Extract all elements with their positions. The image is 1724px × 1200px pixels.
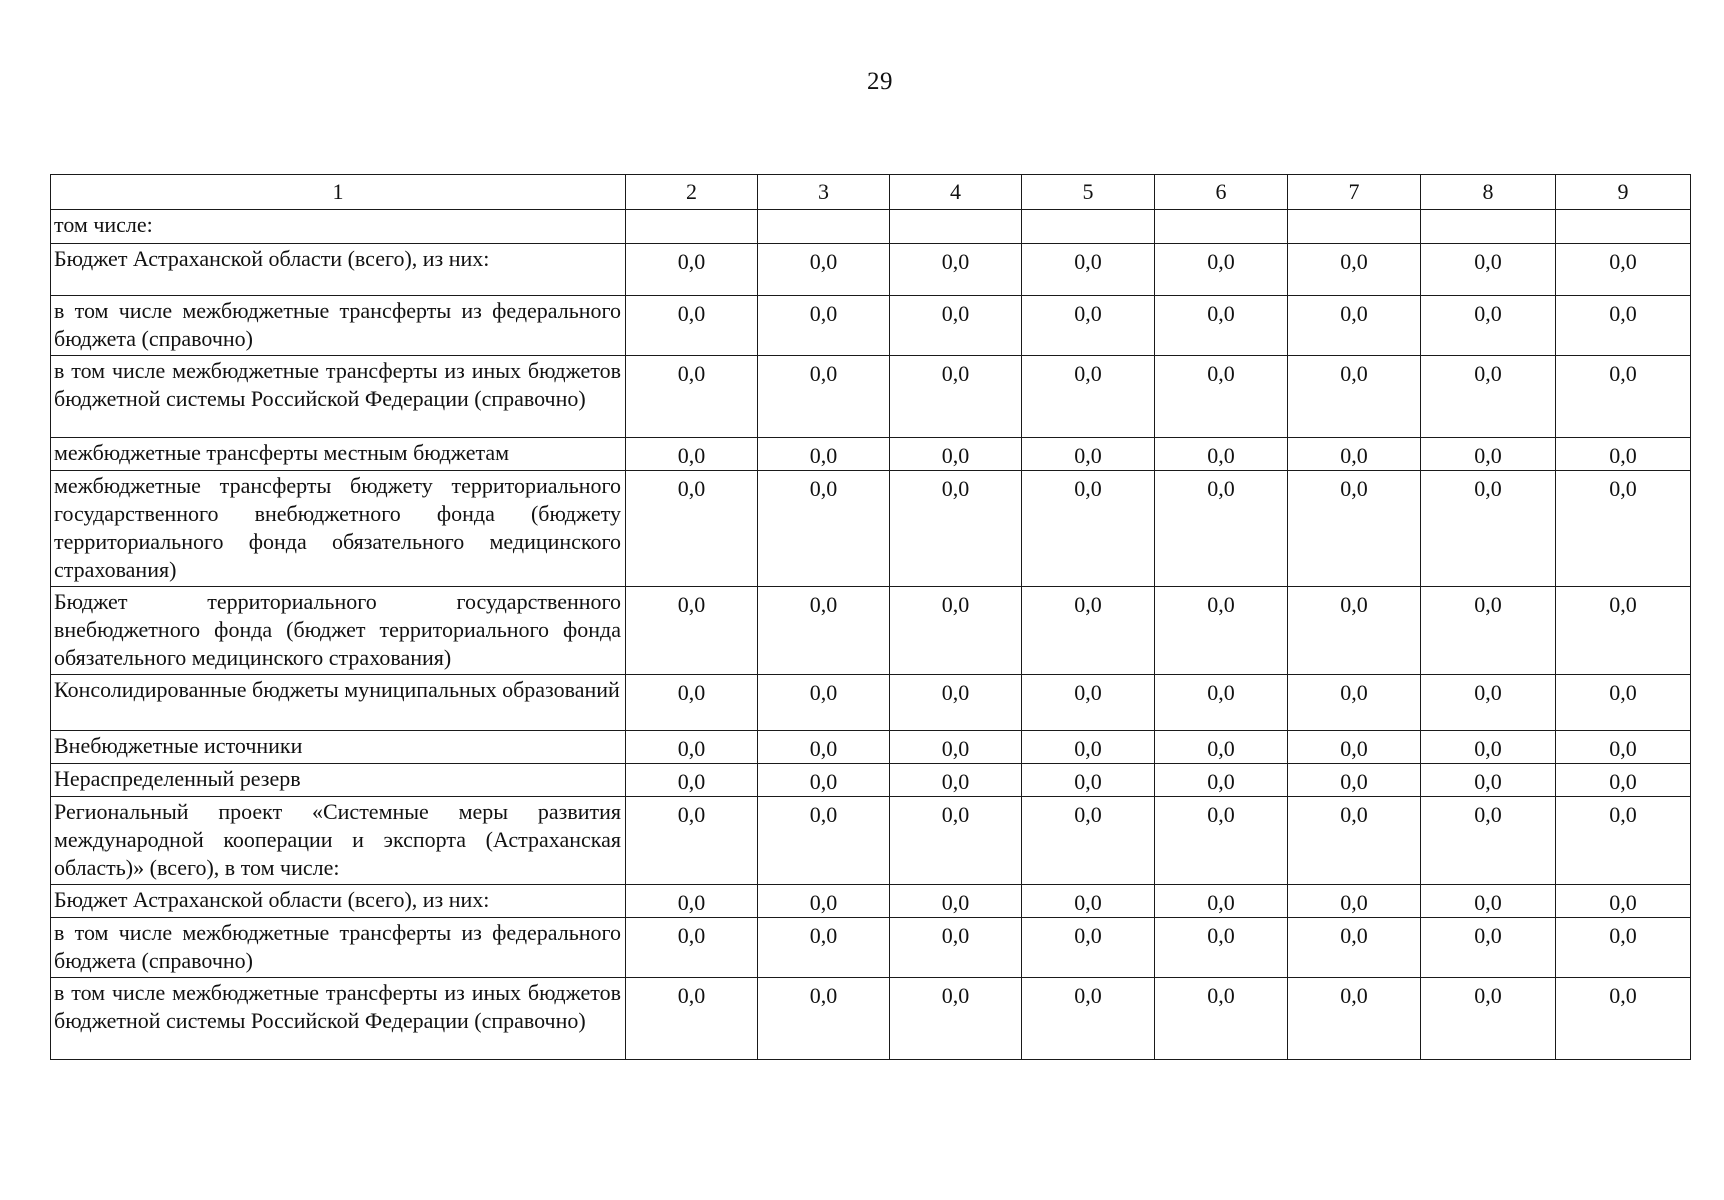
value-cell: 0,0 bbox=[1288, 797, 1421, 885]
table-row bbox=[51, 356, 1691, 438]
value-cell: 0,0 bbox=[890, 918, 1022, 978]
value-cell: 0,0 bbox=[626, 797, 758, 885]
row-label-cell: Региональный проект «Системные меры развития международной кооперации и экспорта (Астраханская область)» (всего), в том числе: bbox=[51, 797, 626, 885]
value-cell: 0,0 bbox=[1022, 885, 1155, 918]
value-cell: 0,0 bbox=[626, 356, 758, 438]
value-cell: 0,0 bbox=[1288, 471, 1421, 587]
value-cell: 0,0 bbox=[1022, 471, 1155, 587]
value-cell: 0,0 bbox=[1556, 356, 1691, 438]
table-header-row bbox=[51, 175, 1691, 210]
value-cell: 0,0 bbox=[890, 764, 1022, 797]
value-cell: 0,0 bbox=[1556, 587, 1691, 675]
value-cell: 0,0 bbox=[890, 675, 1022, 731]
value-cell: 0,0 bbox=[1022, 244, 1155, 296]
value-cell: 0,0 bbox=[758, 471, 890, 587]
value-cell: 0,0 bbox=[1155, 244, 1288, 296]
value-cell: 0,0 bbox=[1421, 731, 1556, 764]
value-cell: 0,0 bbox=[1155, 356, 1288, 438]
value-cell: 0,0 bbox=[1022, 675, 1155, 731]
row-label-cell: в том числе межбюджетные трансферты из федерального бюджета (справочно) bbox=[51, 296, 626, 356]
value-cell: 0,0 bbox=[1556, 244, 1691, 296]
row-label-cell: межбюджетные трансферты бюджету территориального государственного внебюджетного фонда (бюджету территориального фонда обязательного медицинского страхования) bbox=[51, 471, 626, 587]
row-label-cell: том числе: bbox=[51, 210, 626, 244]
value-cell: 0,0 bbox=[1421, 471, 1556, 587]
table-row bbox=[51, 296, 1691, 356]
value-cell: 0,0 bbox=[890, 244, 1022, 296]
value-cell: 0,0 bbox=[1556, 797, 1691, 885]
header-cell: 2 bbox=[626, 175, 758, 210]
value-cell: 0,0 bbox=[1556, 918, 1691, 978]
value-cell: 0,0 bbox=[1421, 587, 1556, 675]
value-cell: 0,0 bbox=[758, 296, 890, 356]
value-cell: 0,0 bbox=[1155, 675, 1288, 731]
table-row bbox=[51, 471, 1691, 587]
table-row bbox=[51, 244, 1691, 296]
value-cell: 0,0 bbox=[1022, 918, 1155, 978]
header-cell: 7 bbox=[1288, 175, 1421, 210]
value-cell: 0,0 bbox=[758, 675, 890, 731]
header-cell: 3 bbox=[758, 175, 890, 210]
value-cell: 0,0 bbox=[1022, 438, 1155, 471]
value-cell: 0,0 bbox=[1421, 764, 1556, 797]
value-cell: 0,0 bbox=[1022, 797, 1155, 885]
value-cell: 0,0 bbox=[626, 978, 758, 1060]
table-row bbox=[51, 587, 1691, 675]
value-cell: 0,0 bbox=[1155, 587, 1288, 675]
value-cell: 0,0 bbox=[1022, 356, 1155, 438]
value-cell: 0,0 bbox=[1421, 296, 1556, 356]
value-cell: 0,0 bbox=[890, 471, 1022, 587]
value-cell: 0,0 bbox=[626, 471, 758, 587]
value-cell: 0,0 bbox=[626, 731, 758, 764]
value-cell: 0,0 bbox=[626, 438, 758, 471]
value-cell: 0,0 bbox=[1155, 764, 1288, 797]
value-cell: 0,0 bbox=[1421, 356, 1556, 438]
value-cell: 0,0 bbox=[1421, 797, 1556, 885]
value-cell: 0,0 bbox=[1022, 296, 1155, 356]
value-cell: 0,0 bbox=[890, 731, 1022, 764]
header-cell: 4 bbox=[890, 175, 1022, 210]
header-cell: 1 bbox=[51, 175, 626, 210]
value-cell: 0,0 bbox=[890, 438, 1022, 471]
value-cell bbox=[890, 210, 1022, 244]
value-cell: 0,0 bbox=[1556, 471, 1691, 587]
budget-table bbox=[50, 174, 1691, 1060]
row-label-cell: в том числе межбюджетные трансферты из федерального бюджета (справочно) bbox=[51, 918, 626, 978]
value-cell: 0,0 bbox=[1288, 918, 1421, 978]
value-cell: 0,0 bbox=[626, 296, 758, 356]
row-label-cell: Нераспределенный резерв bbox=[51, 764, 626, 797]
value-cell: 0,0 bbox=[1155, 797, 1288, 885]
value-cell: 0,0 bbox=[1288, 296, 1421, 356]
table-body bbox=[51, 210, 1691, 1060]
table-row bbox=[51, 210, 1691, 244]
row-label-cell: межбюджетные трансферты местным бюджетам bbox=[51, 438, 626, 471]
header-cell: 6 bbox=[1155, 175, 1288, 210]
value-cell: 0,0 bbox=[1022, 587, 1155, 675]
header-cell: 9 bbox=[1556, 175, 1691, 210]
value-cell: 0,0 bbox=[890, 356, 1022, 438]
row-label-cell: в том числе межбюджетные трансферты из иных бюджетов бюджетной системы Российской Федерации (справочно) bbox=[51, 356, 626, 438]
value-cell: 0,0 bbox=[626, 764, 758, 797]
value-cell: 0,0 bbox=[758, 731, 890, 764]
header-cell: 8 bbox=[1421, 175, 1556, 210]
value-cell: 0,0 bbox=[626, 244, 758, 296]
value-cell: 0,0 bbox=[1288, 587, 1421, 675]
value-cell bbox=[1155, 210, 1288, 244]
value-cell: 0,0 bbox=[1155, 978, 1288, 1060]
value-cell: 0,0 bbox=[1155, 885, 1288, 918]
value-cell: 0,0 bbox=[1556, 978, 1691, 1060]
value-cell: 0,0 bbox=[1022, 764, 1155, 797]
value-cell: 0,0 bbox=[1421, 244, 1556, 296]
value-cell bbox=[626, 210, 758, 244]
value-cell: 0,0 bbox=[1288, 978, 1421, 1060]
value-cell: 0,0 bbox=[1155, 296, 1288, 356]
value-cell: 0,0 bbox=[626, 918, 758, 978]
value-cell: 0,0 bbox=[1421, 918, 1556, 978]
row-label-cell: Бюджет Астраханской области (всего), из них: bbox=[51, 885, 626, 918]
row-label-cell: Бюджет Астраханской области (всего), из них: bbox=[51, 244, 626, 296]
value-cell: 0,0 bbox=[1288, 438, 1421, 471]
value-cell: 0,0 bbox=[890, 797, 1022, 885]
table-row bbox=[51, 675, 1691, 731]
value-cell: 0,0 bbox=[1155, 471, 1288, 587]
value-cell: 0,0 bbox=[890, 587, 1022, 675]
row-label-cell: Бюджет территориального государственного внебюджетного фонда (бюджет территориального фонда обязательного медицинского страхования) bbox=[51, 587, 626, 675]
value-cell: 0,0 bbox=[758, 356, 890, 438]
value-cell: 0,0 bbox=[1155, 438, 1288, 471]
value-cell: 0,0 bbox=[758, 885, 890, 918]
value-cell bbox=[1022, 210, 1155, 244]
value-cell: 0,0 bbox=[1556, 764, 1691, 797]
value-cell: 0,0 bbox=[1288, 885, 1421, 918]
value-cell: 0,0 bbox=[890, 978, 1022, 1060]
value-cell bbox=[1421, 210, 1556, 244]
value-cell: 0,0 bbox=[1288, 244, 1421, 296]
table-row bbox=[51, 918, 1691, 978]
value-cell: 0,0 bbox=[758, 764, 890, 797]
value-cell: 0,0 bbox=[1421, 885, 1556, 918]
value-cell: 0,0 bbox=[1288, 731, 1421, 764]
value-cell: 0,0 bbox=[890, 296, 1022, 356]
value-cell: 0,0 bbox=[1556, 675, 1691, 731]
value-cell: 0,0 bbox=[1556, 885, 1691, 918]
table-row bbox=[51, 978, 1691, 1060]
table-row bbox=[51, 885, 1691, 918]
value-cell: 0,0 bbox=[1421, 438, 1556, 471]
value-cell: 0,0 bbox=[1155, 918, 1288, 978]
header-cell: 5 bbox=[1022, 175, 1155, 210]
value-cell: 0,0 bbox=[758, 918, 890, 978]
value-cell: 0,0 bbox=[758, 438, 890, 471]
value-cell: 0,0 bbox=[626, 885, 758, 918]
value-cell: 0,0 bbox=[890, 885, 1022, 918]
value-cell: 0,0 bbox=[1155, 731, 1288, 764]
table-row bbox=[51, 731, 1691, 764]
page-number: 29 bbox=[867, 68, 893, 95]
table-row bbox=[51, 797, 1691, 885]
value-cell: 0,0 bbox=[1288, 356, 1421, 438]
value-cell: 0,0 bbox=[758, 797, 890, 885]
value-cell: 0,0 bbox=[758, 978, 890, 1060]
value-cell bbox=[1556, 210, 1691, 244]
value-cell: 0,0 bbox=[1556, 296, 1691, 356]
value-cell: 0,0 bbox=[758, 244, 890, 296]
value-cell: 0,0 bbox=[1022, 731, 1155, 764]
row-label-cell: Консолидированные бюджеты муниципальных образований bbox=[51, 675, 626, 731]
value-cell: 0,0 bbox=[758, 587, 890, 675]
value-cell bbox=[758, 210, 890, 244]
table-row bbox=[51, 438, 1691, 471]
value-cell: 0,0 bbox=[1421, 675, 1556, 731]
table-row bbox=[51, 764, 1691, 797]
value-cell: 0,0 bbox=[626, 675, 758, 731]
value-cell: 0,0 bbox=[626, 587, 758, 675]
value-cell: 0,0 bbox=[1288, 675, 1421, 731]
value-cell: 0,0 bbox=[1556, 438, 1691, 471]
row-label-cell: Внебюджетные источники bbox=[51, 731, 626, 764]
value-cell bbox=[1288, 210, 1421, 244]
value-cell: 0,0 bbox=[1556, 731, 1691, 764]
value-cell: 0,0 bbox=[1421, 978, 1556, 1060]
budget-table-container bbox=[50, 174, 1690, 1060]
value-cell: 0,0 bbox=[1022, 978, 1155, 1060]
value-cell: 0,0 bbox=[1288, 764, 1421, 797]
row-label-cell: в том числе межбюджетные трансферты из иных бюджетов бюджетной системы Российской Федерации (справочно) bbox=[51, 978, 626, 1060]
